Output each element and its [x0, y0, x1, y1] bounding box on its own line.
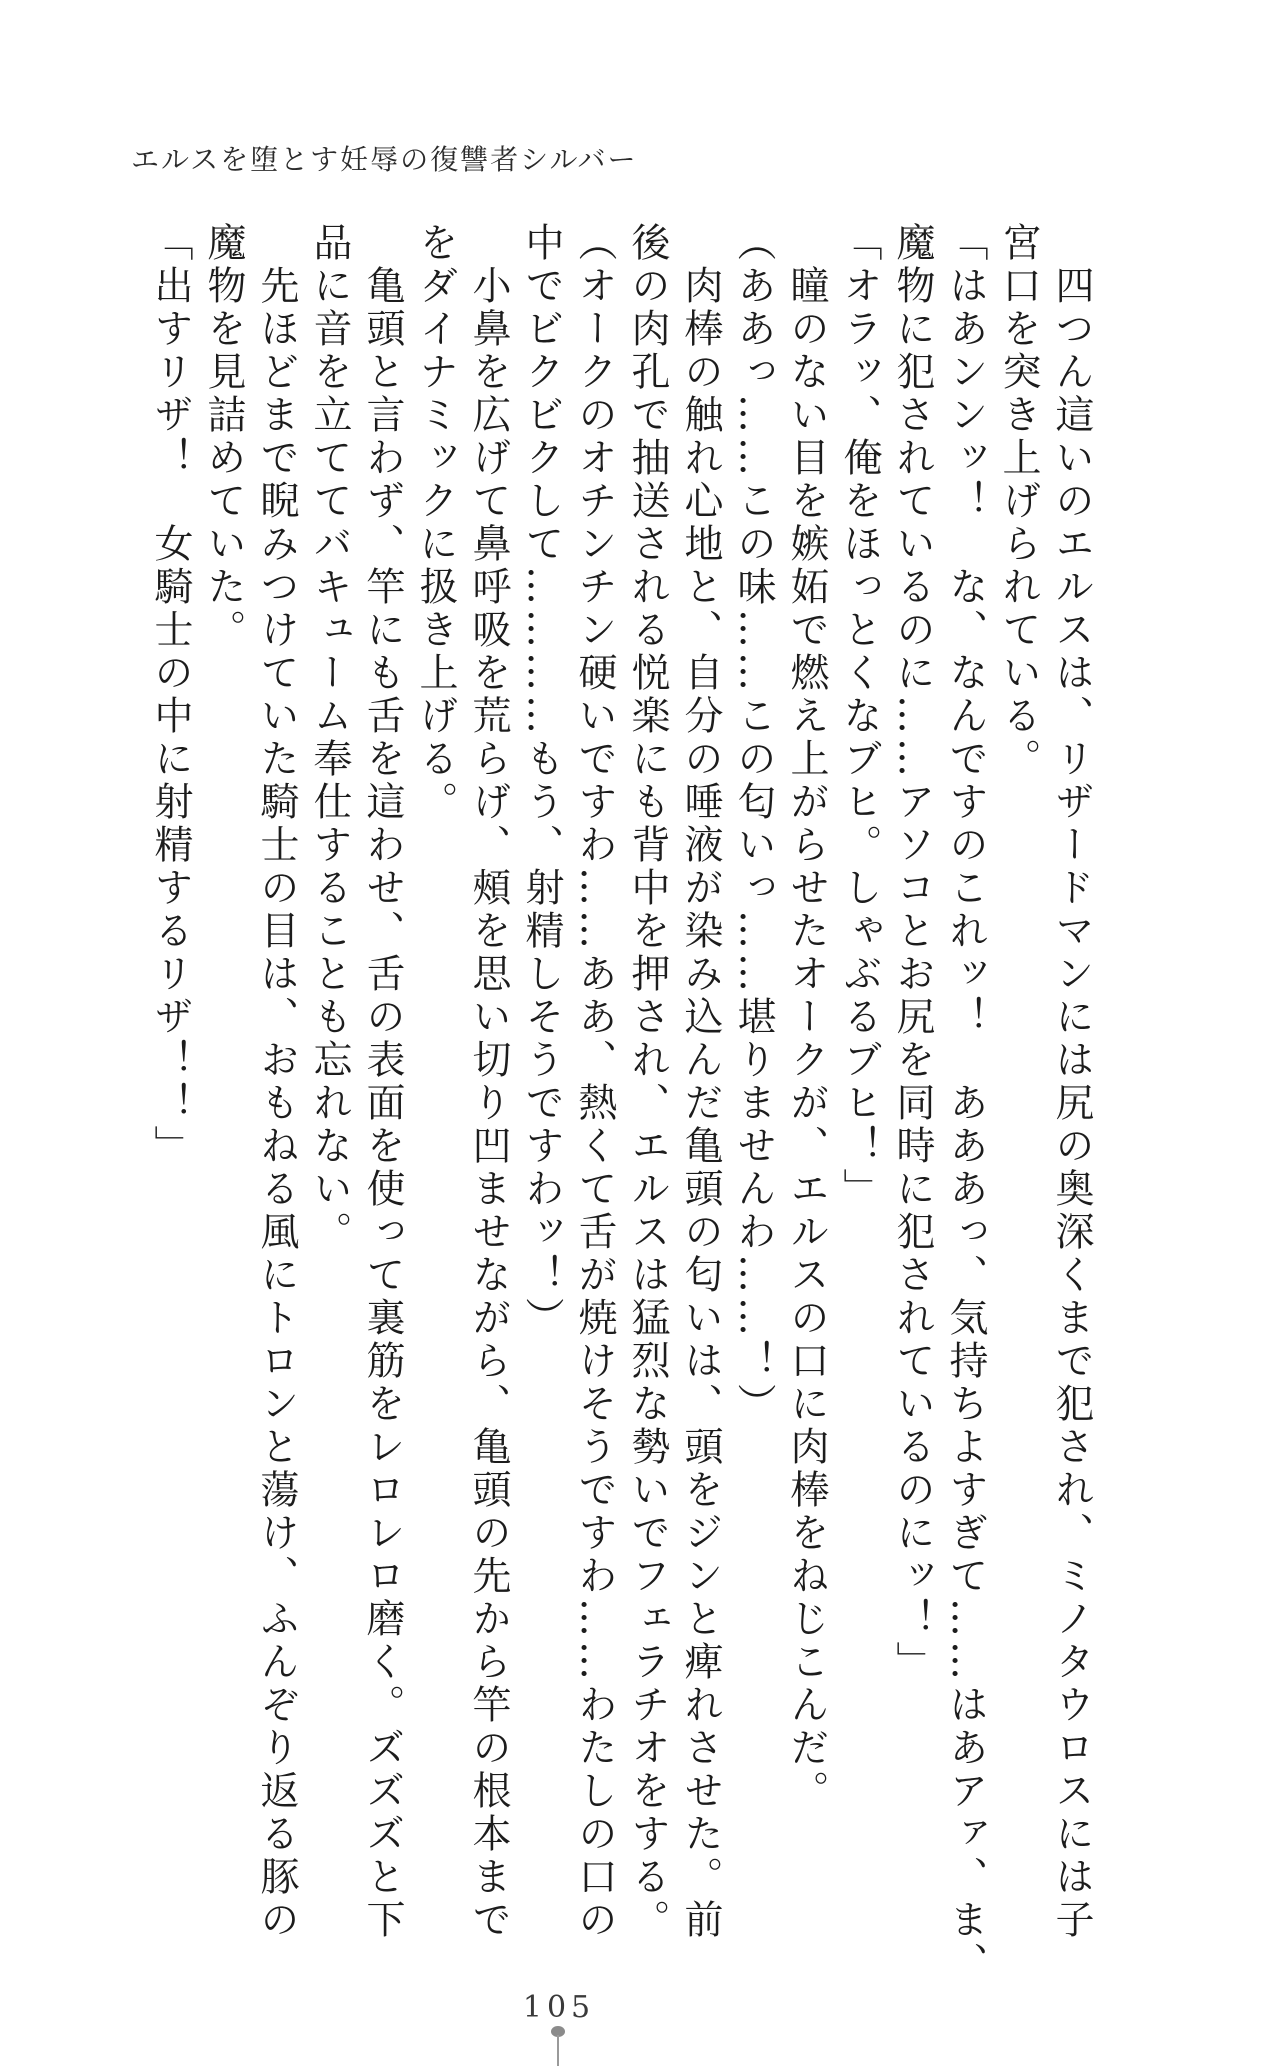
text-line: （オークのオチンチン硬いですわ……ああ、熱くて舌が焼けそうですわ……わたしの口の — [572, 222, 617, 1942]
page-number: 105 — [522, 1990, 596, 2025]
text-line: をダイナミックに扱き上げる。 — [413, 222, 458, 824]
text-line: 中でビクビクして…………もう、射精しそうですわッ！） — [519, 222, 564, 1340]
text-line: 四つん這いのエルスは、リザードマンには尻の奥深くまで犯され、ミノタウロスには子 — [1049, 265, 1094, 1942]
running-title: エルスを堕とす妊辱の復讐者シルバー — [131, 143, 638, 176]
text-line: 肉棒の触れ心地と、自分の唾液が染み込んだ亀頭の匂いは、頭をジンと痺れさせた。前 — [678, 265, 723, 1942]
text-line: 瞳のない目を嫉妬で燃え上がらせたオークが、エルスの口に肉棒をねじこんだ。 — [784, 265, 829, 1813]
text-line: 魔物を見詰めていた。 — [201, 222, 246, 652]
footer-stem-line — [557, 2035, 559, 2066]
text-line: （ああっ……この味……この匂いっ……堪りませんわ……！） — [731, 222, 776, 1426]
text-line: 宮口を突き上げられている。 — [996, 222, 1041, 781]
text-line: 「はあンンッ！ な、なんですのこれッ！ あああっ、気持ちよすぎて……はあアァ、ま、 — [943, 222, 988, 1985]
text-line: 「オラッ、俺をほっとくなブヒ。しゃぶるブヒ！」 — [837, 222, 882, 1211]
text-line: 先ほどまで睨みつけていた騎士の目は、おもねる風にトロンと蕩け、ふんぞり返る豚の — [254, 265, 299, 1942]
text-line: 後の肉孔で抽送される悦楽にも背中を押され、エルスは猛烈な勢いでフェラチオをする。 — [625, 222, 670, 1942]
text-line: 亀頭と言わず、竿にも舌を這わせ、舌の表面を使って裏筋をレロレロ磨く。ズズズと下 — [360, 265, 405, 1942]
text-line: 品に音を立ててバキューム奉仕することも忘れない。 — [307, 222, 352, 1254]
body-text — [142, 222, 1098, 2012]
text-line: 「出すリザ！ 女騎士の中に射精するリザ！！」 — [148, 222, 193, 1168]
text-line: 魔物に犯されているのに……アソコとお尻を同時に犯されているのにッ！」 — [890, 222, 935, 1684]
text-line: 小鼻を広げて鼻呼吸を荒らげ、頰を思い切り凹ませながら、亀頭の先から竿の根本まで — [466, 265, 511, 1942]
